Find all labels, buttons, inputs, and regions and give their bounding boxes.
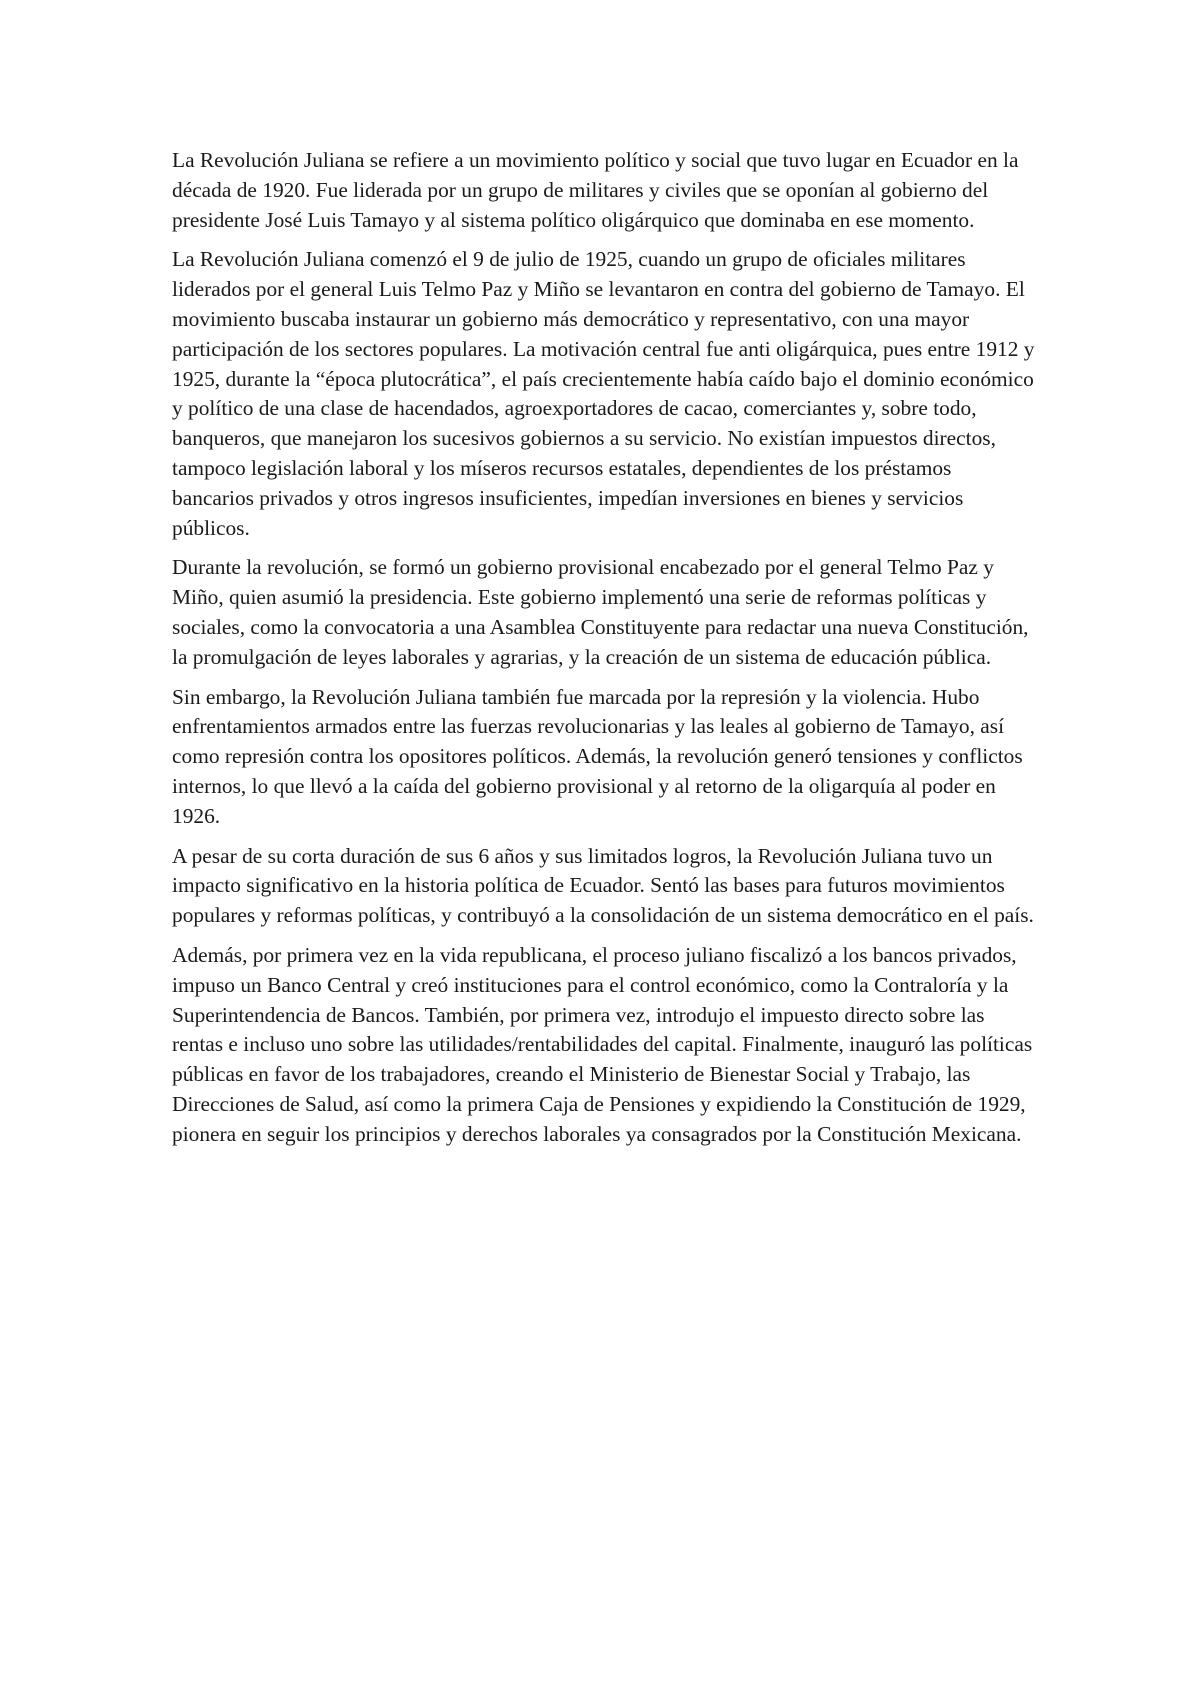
paragraph-2: La Revolución Juliana comenzó el 9 de julio de 1925, cuando un grupo de oficiales militares liderados por el general Luis Telmo Paz y Miño se levantaron en contra del gobierno de Tamayo. El movimiento buscaba instaurar un gobierno más democrático y representativo, con una mayor participación de los sectores populares. La motivación central fue anti oligárquica, pues entre 1912 y 1925, durante la “época plutocrática”, el país crecientemente había caído bajo el dominio económico y político de una clase de hacendados, agroexportadores de cacao, comerciantes y, sobre todo, banqueros, que manejaron los sucesivos gobiernos a su servicio. No existían impuestos directos, tampoco legislación laboral y los míseros recursos estatales, dependientes de los préstamos bancarios privados y otros ingresos insuficientes, impedían inversiones en bienes y servicios públicos.: [172, 247, 1035, 540]
paragraph-5: A pesar de su corta duración de sus 6 años y sus limitados logros, la Revolución Juliana tuvo un impacto significativo en la historia política de Ecuador. Sentó las bases para futuros movimientos populares y reformas políticas, y contribuyó a la consolidación de un sistema democrático en el país.: [172, 843, 1034, 928]
paragraph-4: Sin embargo, la Revolución Juliana también fue marcada por la represión y la violencia. Hubo enfrentamientos armados entre las fuerzas revolucionarias y las leales al gobierno de Tamayo, así como represión contra los opositores políticos. Además, la revolución generó tensiones y conflictos internos, lo que llevó a la caída del gobierno provisional y al retorno de la oligarquía al poder en 1926.: [172, 684, 1023, 828]
document-body: [172, 146, 1038, 1160]
paragraph-1: La Revolución Juliana se refiere a un movimiento político y social que tuvo lugar en Ecuador en la década de 1920. Fue liderada por un grupo de militares y civiles que se oponían al gobierno del presidente José Luis Tamayo y al sistema político oligárquico que dominaba en ese momento.: [172, 148, 1019, 232]
paragraph-3: Durante la revolución, se formó un gobierno provisional encabezado por el general Telmo Paz y Miño, quien asumió la presidencia. Este gobierno implementó una serie de reformas políticas y sociales, como la convocatoria a una Asamblea Constituyente para redactar una nueva Constitución, la promulgación de leyes laborales y agrarias, y la creación de un sistema de educación pública.: [172, 555, 1029, 669]
paragraph-6: Además, por primera vez en la vida republicana, el proceso juliano fiscalizó a los bancos privados, impuso un Banco Central y creó instituciones para el control económico, como la Contraloría y la Superintendencia de Bancos. También, por primera vez, introdujo el impuesto directo sobre las rentas e incluso uno sobre las utilidades/rentabilidades del capital. Finalmente, inauguró las políticas públicas en favor de los trabajadores, creando el Ministerio de Bienestar Social y Trabajo, las Direcciones de Salud, así como la primera Caja de Pensiones y expidiendo la Constitución de 1929, pionera en seguir los principios y derechos laborales ya consagrados por la Constitución Mexicana.: [172, 942, 1033, 1146]
